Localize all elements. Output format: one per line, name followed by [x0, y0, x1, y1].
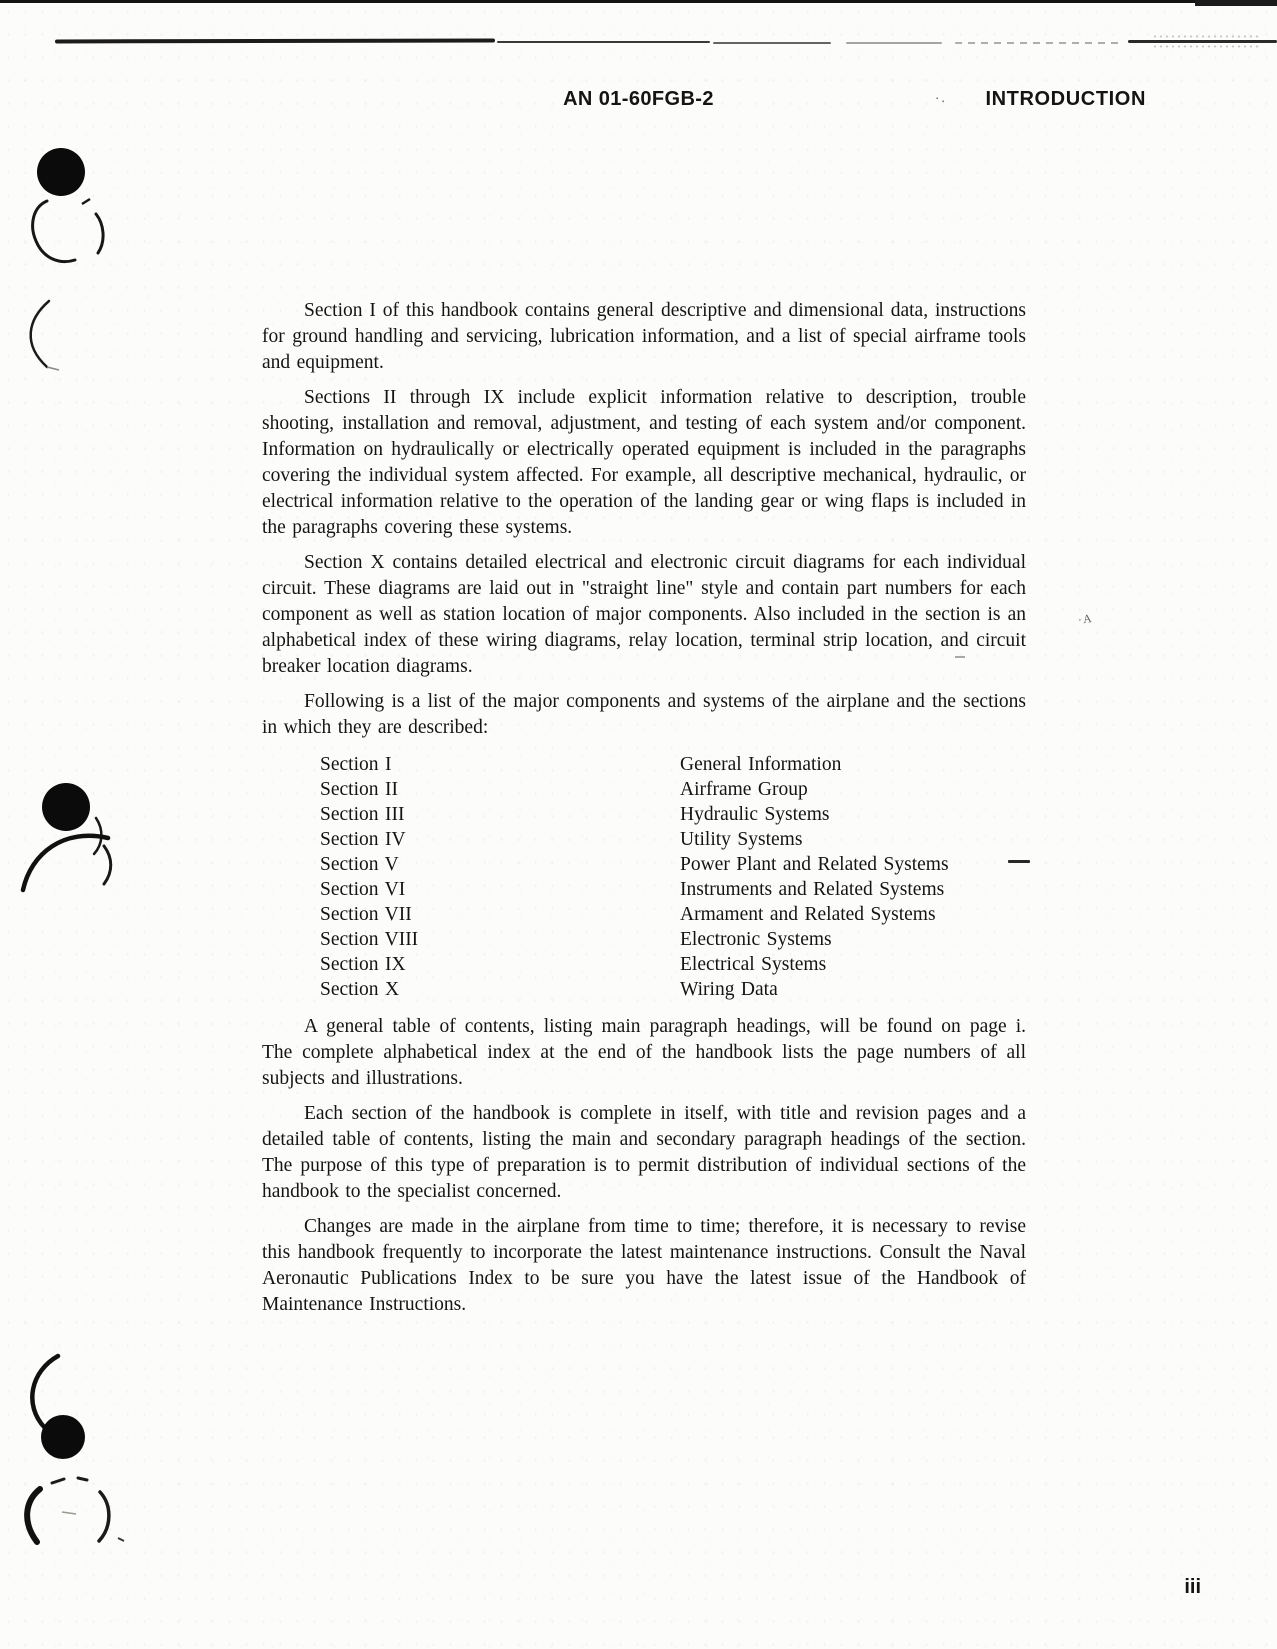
section-list-row	[320, 977, 1026, 1002]
paragraph: Sections II through IX include explicit information relative to description, trouble shooting, installation and removal, adjustment, and testing of each system and/or component. Information on hydraulically or electrically operated equipment is included in the paragraphs covering the individual system affected. For example, all descriptive mechanical, hydraulic, or electrical information relative to the operation of the landing gear or wing flaps is included in the paragraphs covering these systems.	[262, 387, 1026, 538]
section-name: Electronic Systems	[680, 929, 832, 950]
section-name: Electrical Systems	[680, 954, 827, 975]
section-name: Airframe Group	[680, 779, 808, 800]
scan-speck: ·.	[935, 90, 947, 105]
scan-speck	[62, 1512, 76, 1514]
punch-hole-dot	[37, 148, 85, 196]
section-number: Section VIII	[320, 929, 419, 950]
section-name: Hydraulic Systems	[680, 804, 830, 825]
scan-line-artifact	[497, 41, 710, 43]
page-header	[0, 88, 1277, 114]
page-number: iii	[1184, 1576, 1201, 1598]
section-number: Section X	[320, 979, 400, 1000]
scan-line-artifact	[955, 42, 1123, 44]
section-number: Section IX	[320, 954, 406, 975]
scan-speck	[955, 656, 965, 658]
section-number: Section IV	[320, 829, 406, 850]
scan-speck	[47, 367, 59, 370]
paren-arc-mark	[32, 1356, 58, 1428]
section-list	[262, 752, 1026, 1002]
section-number: Section I	[320, 754, 392, 775]
section-number: Section VII	[320, 904, 412, 925]
paragraph: Following is a list of the major components and systems of the airplane and the sections in which they are described:	[262, 691, 1026, 738]
section-list-row	[320, 852, 1026, 877]
section-name: Wiring Data	[680, 979, 778, 1000]
punch-hole-ring-arc	[104, 846, 111, 884]
punch-hole-dot	[41, 1415, 85, 1459]
scan-line-artifact	[55, 39, 495, 44]
scan-edge-strip	[0, 0, 1277, 3]
section-number: Section V	[320, 854, 399, 875]
punch-hole-ring-arc	[33, 201, 75, 262]
section-list-row	[320, 952, 1026, 977]
section-list-row	[320, 827, 1026, 852]
paragraph: Each section of the handbook is complete in itself, with title and revision pages and a detailed table of contents, listing the main and secondary paragraph headings of the section. The purpose of this type of preparation is to permit distribution of individual sections of the handbook to the specialist concerned.	[262, 1103, 1026, 1202]
paren-arc-mark	[31, 301, 49, 367]
section-list-row	[320, 927, 1026, 952]
section-list-row	[320, 902, 1026, 927]
section-name: Instruments and Related Systems	[680, 879, 945, 900]
body-text	[262, 298, 1026, 1327]
section-list-row	[320, 877, 1026, 902]
section-heading: INTRODUCTION	[985, 88, 1146, 110]
punch-hole-ring-arc	[27, 1489, 40, 1542]
scan-speck	[118, 1538, 124, 1541]
section-name: Armament and Related Systems	[680, 904, 936, 925]
paragraph: Section I of this handbook contains general descriptive and dimensional data, instructions for ground handling and servicing, lubrication information, and a list of special airframe tools and equipment.	[262, 300, 1026, 373]
scan-dash-mark	[1008, 860, 1030, 863]
paragraph: A general table of contents, listing main paragraph headings, will be found on page i. The complete alphabetical index at the end of the handbook lists the page numbers of all subjects and illustrations.	[262, 1016, 1026, 1089]
section-number: Section VI	[320, 879, 406, 900]
scan-edge-corner	[1195, 0, 1277, 6]
section-number: Section II	[320, 779, 398, 800]
punch-hole-marks	[0, 0, 160, 1649]
punch-hole-ring-arc	[96, 214, 103, 253]
scan-noise-speckle	[1152, 34, 1260, 48]
scan-speck: ·A	[1077, 611, 1094, 627]
section-number: Section III	[320, 804, 405, 825]
paragraph: Section X contains detailed electrical and electronic circuit diagrams for each individual circuit. These diagrams are laid out in "straight line" style and contain part numbers for each component as well as station location of major components. Also included in the section is an alphabetical index of these wiring diagrams, relay location, terminal strip location, and circuit breaker location diagrams.	[262, 552, 1026, 677]
section-name: Utility Systems	[680, 829, 803, 850]
section-list-row	[320, 752, 1026, 777]
punch-hole-ring-arc	[23, 836, 108, 890]
punch-hole-ring-arc	[99, 1492, 109, 1541]
section-list-row	[320, 777, 1026, 802]
section-name: Power Plant and Related Systems	[680, 854, 949, 875]
paragraph: Changes are made in the airplane from time to time; therefore, it is necessary to revise this handbook frequently to incorporate the latest maintenance instructions. Consult the Naval Aeronautic Publications Index to be sure you have the latest issue of the Handbook of Maintenance Instructions.	[262, 1216, 1026, 1315]
section-name: General Information	[680, 754, 842, 775]
punch-hole-dot	[42, 783, 90, 831]
scan-speck	[82, 199, 90, 204]
document-number: AN 01-60FGB-2	[563, 88, 714, 110]
punch-hole-ring-arc	[94, 818, 101, 854]
scan-line-artifact	[713, 42, 831, 44]
punch-hole-ring-arc	[52, 1478, 87, 1483]
section-list-row	[320, 802, 1026, 827]
scan-line-artifact	[846, 42, 942, 44]
